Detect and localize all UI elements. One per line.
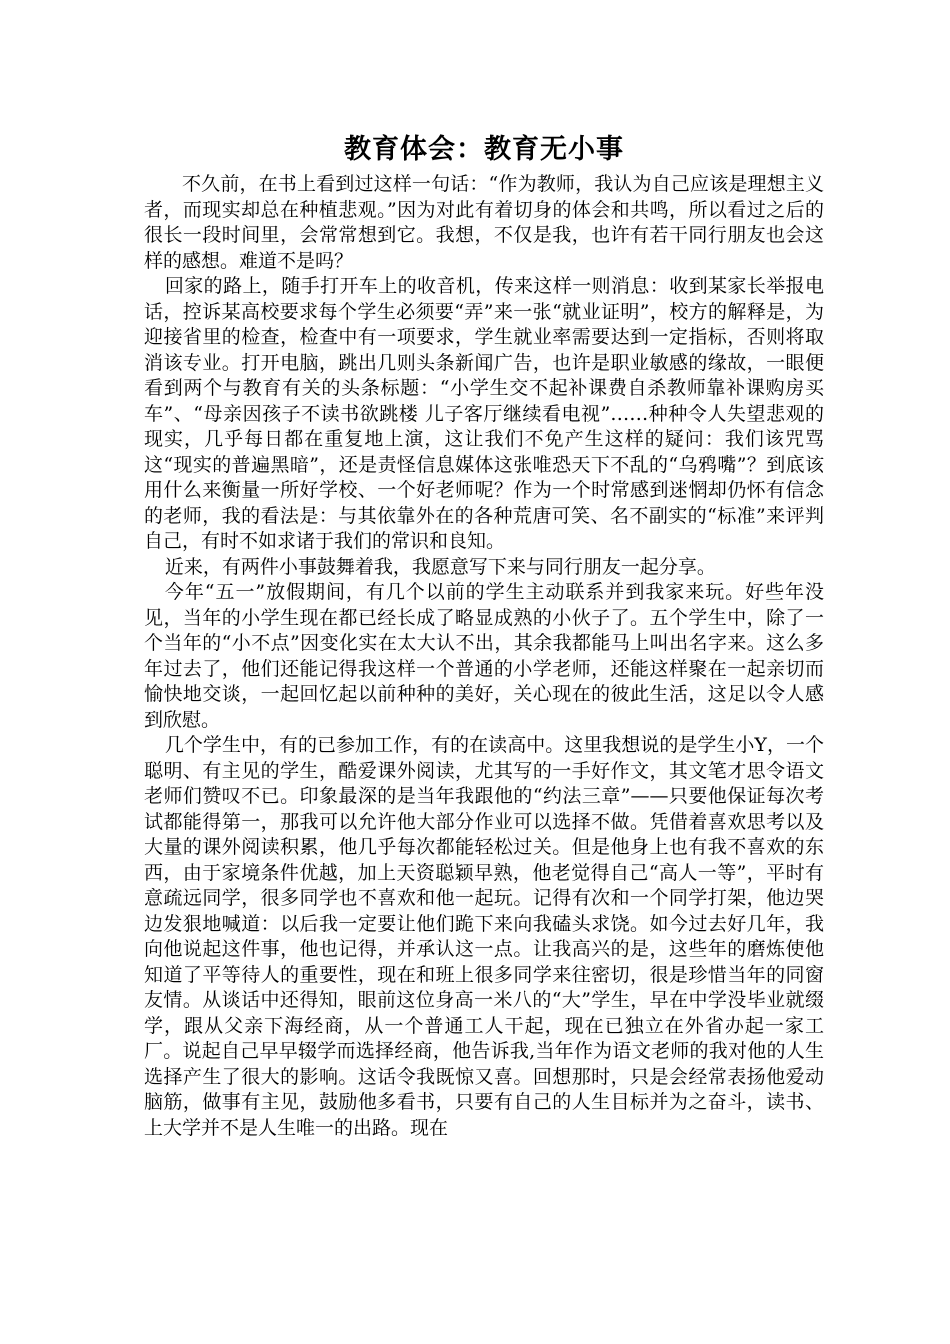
paragraph-5: 几个学生中，有的已参加工作，有的在读高中。这里我想说的是学生小Y，一个聪明、有主见的学生，酷爱课外阅读，尤其写的一手好作文，其文笔才思令语文老师们赞叹不已。印象最深的是当年我跟他的“约法三章”——只要他保证每次考试都能得第一，那我可以允许他大部分作业可以选择不做。凭借着喜欢思考以及大量的课外阅读积累，他几乎每次都能轻松过关。但是他身上也有我不喜欢的东西，由于家境条件优越，加上天资聪颖早熟，他老觉得自己“高人一等”，平时有意疏远同学，很多同学也不喜欢和他一起玩。记得有次和一个同学打架，他边哭边发狠地喊道：以后我一定要让他们跪下来向我磕头求饶。如今过去好几年，我向他说起这件事，他也记得，并承认这一点。让我高兴的是，这些年的磨炼使他知道了平等待人的重要性，现在和班上很多同学来往密切，很是珍惜当年的同窗友情。从谈话中还得知，眼前这位身高一米八的“大”学生，早在中学没毕业就缀学，跟从父亲下海经商，从一个普通工人干起，现在已独立在外省办起一家工厂。说起自己早早辍学而选择经商，他告诉我,当年作为语文老师的我对他的人生选择产生了很大的影响。这话令我既惊又喜。回想那时，只是会经常表扬他爱动脑筋，做事有主见，鼓励他多看书，只要有自己的人生目标并为之奋斗，读书、上大学并不是人生唯一的出路。现在 [144, 734, 824, 1139]
document-body [144, 130, 824, 1141]
paragraph-2: 回家的路上，随手打开车上的收音机，传来这样一则消息：收到某家长举报电话，控诉某高校要求每个学生必须要“弄”来一张“就业证明”，校方的解释是，为迎接省里的检查，检查中有一项要求，学生就业率需要达到一定指标，否则将取消该专业。打开电脑，跳出几则头条新闻广告，也许是职业敏感的缘故，一眼便看到两个与教育有关的头条标题：“小学生交不起补课费自杀教师靠补课购房买车”、“母亲因孩子不读书欲跳楼 儿子客厅继续看电视”……种种令人失望悲观的现实，几乎每日都在重复地上演，这让我们不免产生这样的疑问：我们该咒骂这“现实的普遍黑暗”，还是责怪信息媒体这张唯恐天下不乱的“乌鸦嘴”？到底该用什么来衡量一所好学校、一个好老师呢？作为一个时常感到迷惘却仍怀有信念的老师，我的看法是：与其依靠外在的各种荒唐可笑、名不副实的“标准”来评判自己，有时不如求诸于我们的常识和良知。 [144, 275, 824, 552]
paragraph-3: 近来，有两件小事鼓舞着我，我愿意写下来与同行朋友一起分享。 [164, 555, 716, 578]
paragraph-1: 不久前，在书上看到过这样一句话：“作为教师，我认为自己应该是理想主义者，而现实却总在种植悲观。”因为对此有着切身的体会和共鸣，所以看过之后的很长一段时间里，会常常想到它。我想，不仅是我，也许有若干同行朋友也会这样的感想。难道不是吗？ [144, 173, 824, 272]
paragraph-4: 今年“五一”放假期间，有几个以前的学生主动联系并到我家来玩。好些年没见，当年的小学生现在都已经长成了略显成熟的小伙子了。五个学生中，除了一个当年的“小不点”因变化实在太大认不出，其余我都能马上叫出名字来。这么多年过去了，他们还能记得我这样一个普通的小学老师，还能这样聚在一起亲切而愉快地交谈，一起回忆起以前种种的美好，关心现在的彼此生活，这足以令人感到欣慰。 [144, 581, 824, 731]
document-title: 教育体会：教育无小事 [344, 134, 624, 165]
